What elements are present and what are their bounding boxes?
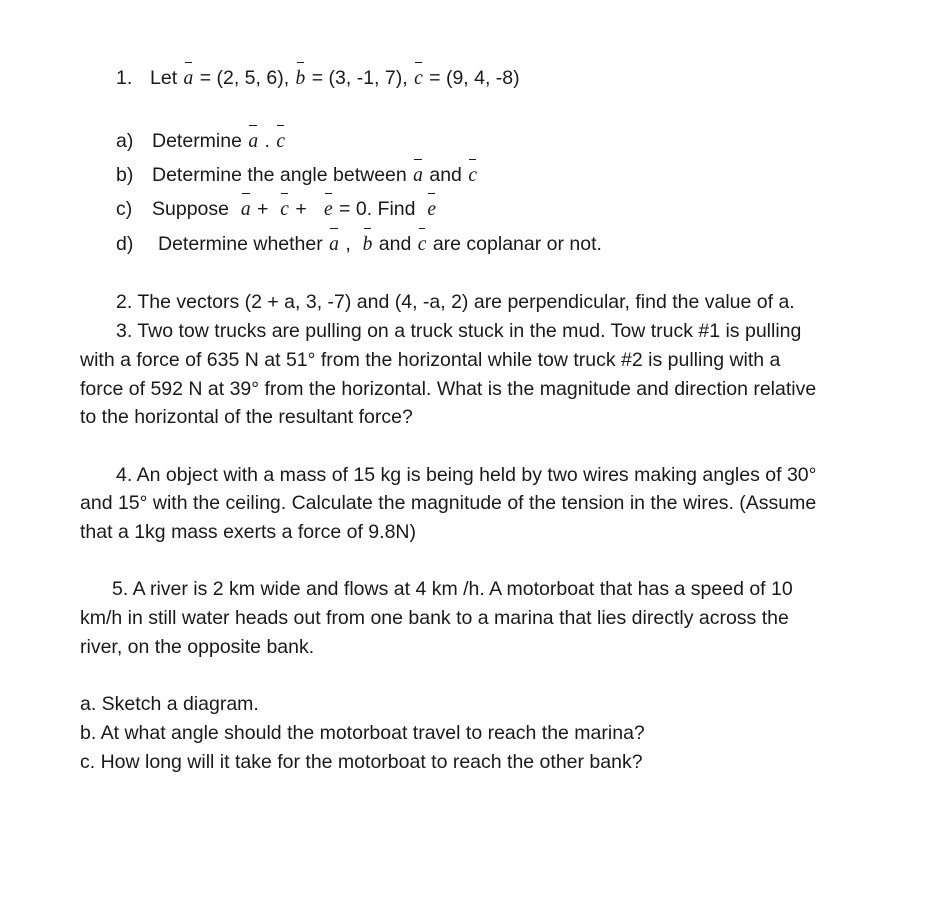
- q1-lead: Let: [150, 67, 178, 89]
- q3-line-4: to the horizontal of the resultant force?: [80, 406, 413, 428]
- q1-part-c-text: Suppose: [152, 198, 229, 220]
- plus-sign: +: [295, 198, 307, 220]
- q1-part-d-text: Determine whether: [158, 233, 323, 255]
- q1-number: 1.: [116, 67, 133, 89]
- q1-part-d: [116, 232, 602, 257]
- q5-part-c: c. How long will it take for the motorboat to reach the other bank?: [80, 751, 643, 773]
- vector-c: c: [280, 199, 289, 220]
- vector-a: a: [413, 165, 423, 186]
- vector-a: a: [183, 68, 194, 89]
- vector-b: b: [362, 234, 373, 255]
- q1-part-b-label: b): [116, 164, 134, 186]
- q1-part-d-tail: are coplanar or not.: [432, 233, 602, 255]
- q1-eq-a: = (2, 5, 6),: [199, 67, 290, 89]
- q1-statement: [116, 66, 520, 91]
- vector-c: c: [276, 131, 286, 152]
- q1-part-d-and: and: [378, 233, 412, 255]
- q2-line-1: 2. The vectors (2 + a, 3, -7) and (4, -a, 2) are perpendicular, find the value of a.: [116, 291, 795, 313]
- vector-a: a: [329, 234, 339, 255]
- dot-operator: .: [264, 130, 270, 152]
- vector-e: e: [323, 199, 333, 220]
- q5-part-b: b. At what angle should the motorboat travel to reach the marina?: [80, 722, 645, 744]
- comma: ,: [345, 233, 351, 255]
- q4-line-3: that a 1kg mass exerts a force of 9.8N): [80, 521, 416, 543]
- vector-a: a: [240, 199, 251, 220]
- vector-c: c: [414, 68, 423, 89]
- q1-part-a-label: a): [116, 130, 134, 152]
- q1-part-b-and: and: [429, 164, 462, 186]
- plus-sign: +: [257, 198, 269, 220]
- q5-line-2: km/h in still water heads out from one bank to a marina that lies directly across the: [80, 607, 789, 629]
- q1-eq-b: = (3, -1, 7),: [311, 67, 408, 89]
- q1-part-b-text: Determine the angle between: [152, 164, 407, 186]
- q5-line-3: river, on the opposite bank.: [80, 636, 315, 658]
- vector-c: c: [468, 165, 477, 186]
- q5-part-a: a. Sketch a diagram.: [80, 693, 259, 715]
- vector-b: b: [295, 68, 306, 89]
- q4-line-1: 4. An object with a mass of 15 kg is being held by two wires making angles of 30°: [116, 464, 817, 486]
- vector-e: e: [427, 199, 436, 220]
- q3-line-2: with a force of 635 N at 51° from the horizontal while tow truck #2 is pulling with a: [80, 349, 781, 371]
- q1-eq-c: = (9, 4, -8): [429, 67, 520, 89]
- q1-part-a-text: Determine: [152, 130, 242, 152]
- q1-part-c: [116, 197, 437, 222]
- q4-line-2: and 15° with the ceiling. Calculate the magnitude of the tension in the wires. (Assume: [80, 492, 817, 514]
- vector-c: c: [417, 234, 427, 255]
- q1-part-d-label: d): [116, 233, 134, 255]
- q5-line-1: 5. A river is 2 km wide and flows at 4 km /h. A motorboat that has a speed of 10: [112, 578, 793, 600]
- q3-line-3: force of 592 N at 39° from the horizontal. What is the magnitude and direction relative: [80, 378, 817, 400]
- q1-part-c-eq: = 0. Find: [339, 198, 416, 220]
- q1-part-a: [116, 129, 286, 154]
- q1-part-b: [116, 163, 478, 188]
- q3-line-1: 3. Two tow trucks are pulling on a truck stuck in the mud. Tow truck #1 is pulling: [116, 320, 802, 342]
- q1-part-c-label: c): [116, 198, 133, 220]
- vector-a: a: [248, 131, 259, 152]
